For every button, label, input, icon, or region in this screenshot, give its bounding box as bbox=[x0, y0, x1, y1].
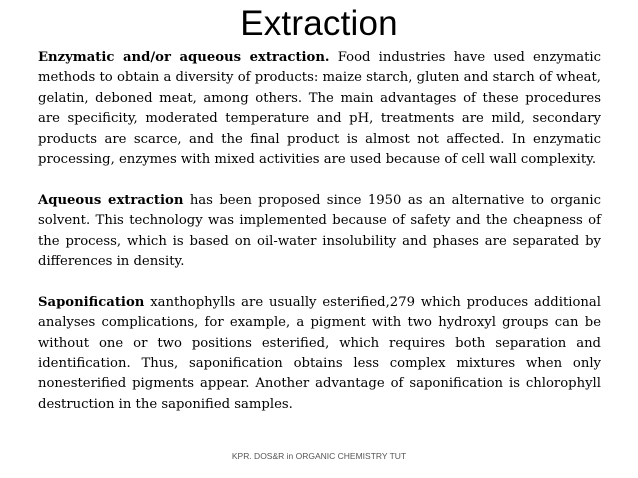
paragraph-text: has been proposed since 1950 as an alternative to organic solvent. This technology was implemented because of safety and the cheapness of the process, which is based on oil-water insolubility and phases are separated by differences in density. bbox=[38, 192, 601, 270]
slide-body bbox=[38, 48, 601, 436]
slide-footer: KPR. DOS&R in ORGANIC CHEMISTRY TUT bbox=[231, 451, 407, 461]
paragraph-lead: Enzymatic and/or aqueous extraction. bbox=[38, 50, 330, 65]
paragraph-text: Food industries have used enzymatic methods to obtain a diversity of products: maize starch, gluten and starch of wheat, gelatin, deboned meat, among others. The main advantages of these procedures are specificity, moderated temperature and pH, treatments are mild, secondary products are scarce, and the final product is almost not affected. In enzymatic processing, enzymes with mixed activities are used because of cell wall complexity. bbox=[38, 50, 601, 168]
slide-title: Extraction bbox=[240, 4, 398, 43]
paragraph-aqueous-extraction bbox=[38, 191, 601, 273]
paragraph-text: xanthophylls are usually esterified,279 which produces additional analyses complications, for example, a pigment with two hydroxyl groups can be without one or two positions esterified, which requires both separation and identification. Thus, saponification obtains less complex mixtures when only nonesterified pigments appear. Another advantage of saponification is chlorophyll destruction in the saponified samples. bbox=[38, 294, 601, 412]
paragraph-saponification bbox=[38, 293, 601, 415]
paragraph-lead: Saponification bbox=[38, 294, 145, 310]
paragraph-enzymatic-extraction bbox=[38, 48, 601, 170]
paragraph-lead: Aqueous extraction bbox=[38, 192, 184, 208]
